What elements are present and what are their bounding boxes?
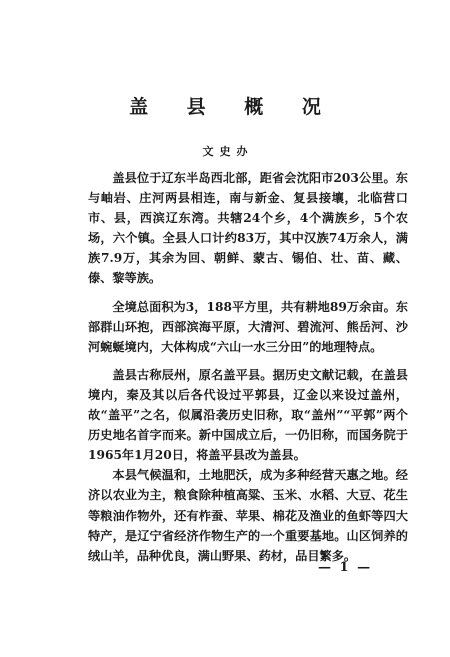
paragraph-location: 盖县位于辽东半岛西北部，距省会沈阳市203公里。东与岫岩、庄河两县相连，南与新金、复县接壤，北临营口市、县，西滨辽东湾。共辖24个乡，4个满族乡，5个农场，六个镇。全县人口计约83万，其中汉族74万余人，满族7.9万，其余为回、朝鲜、蒙古、锡伯、壮、苗、藏、傣、黎等族。 [88,171,408,286]
paragraph-economy: 本县气候温和，土地肥沃，成为多种经营天惠之地。经济以农业为主，粮食除种植高粱、玉米、水稻、大豆、花生等粮油作物外，还有柞蚕、苹果、棉花及渔业的鱼虾等四大特产，是辽宁省经济作物生产的一个重要基地。山区饲养的绒山羊，品种优良，满山野果、药材，品目繁多。 [88,468,408,563]
author-line: 文史办 [202,145,254,158]
page-number: — 1 — [318,560,373,575]
paragraph-geography: 全境总面积为3，188平方里，共有耕地89万余亩。东部群山环抱，西部滨海平原，大清河、碧流河、熊岳河、沙河蜿蜒境内，大体构成“六山一水三分田”的地理特点。 [88,299,408,354]
article-body [88,168,408,574]
paragraph-history: 盖县古称辰州，原名盖平县。据历史文献记载，在盖县境内，秦及其以后各代设过平郭县，辽金以来设过盖州，故“盖平”之名，似属沿袭历史旧称，取“盖州”“平郭”两个历史地名首字而来。新中国成立后，一仍旧称，而国务院于1965年1月20日，将盖平县改为盖县。 [88,367,408,463]
page-title: 盖 县 概 况 [129,96,337,118]
